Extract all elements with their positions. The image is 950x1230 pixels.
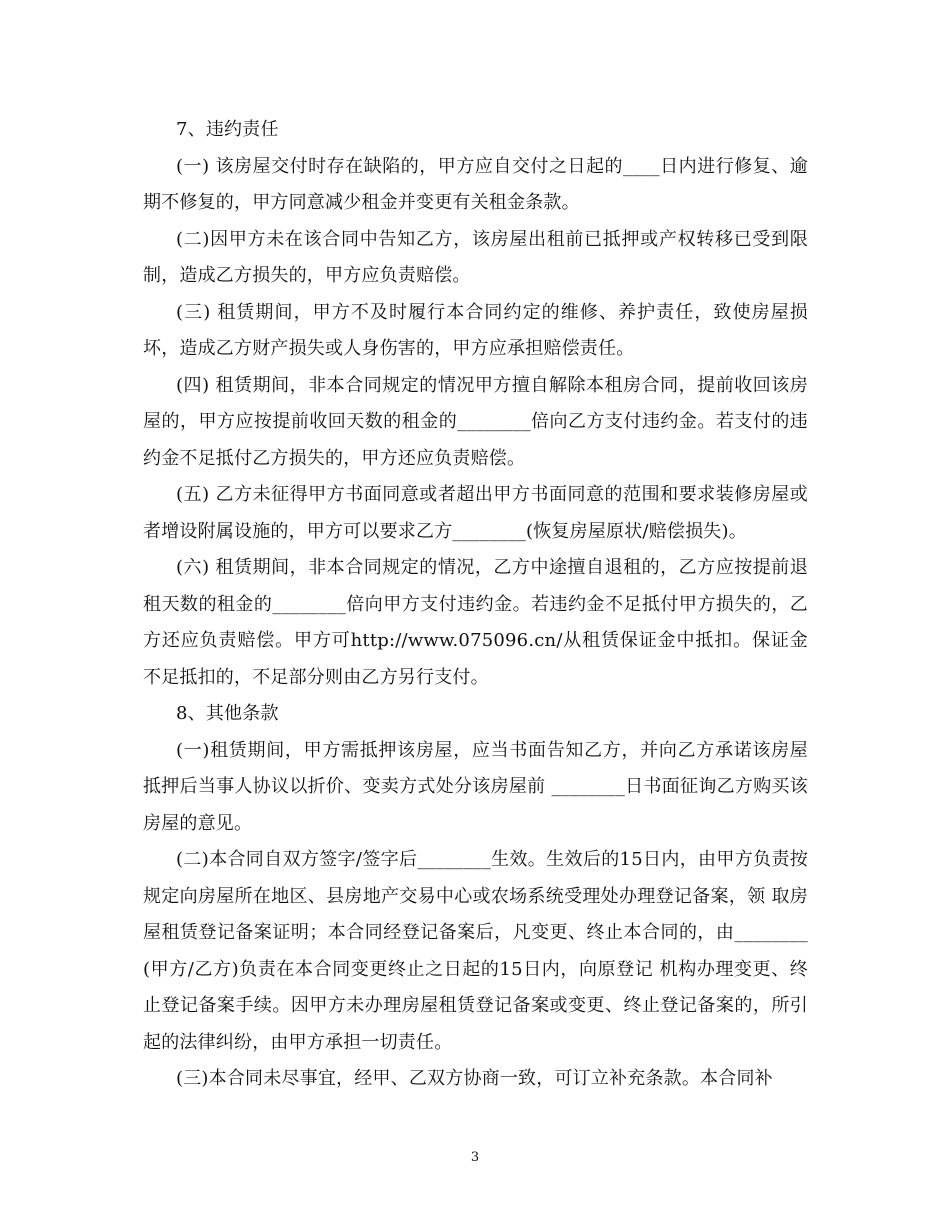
clause-paragraph: (二)因甲方未在该合同中告知乙方，该房屋出租前已抵押或产权转移已受到限制，造成乙方损失的，甲方应负责赔偿。 bbox=[143, 228, 808, 286]
document-body bbox=[143, 112, 808, 1098]
clause-paragraph: (二)本合同自双方签字/签字后________生效。生效后的15日内，由甲方负责按规定向房屋所在地区、县房地产交易中心或农场系统受理处办理登记备案，领 取房屋租赁登记备案证明；本合同经登记备案后，凡变更、终止本合同的，由________(甲方/乙方)负责在本合同变更终止之日起的15日内，向原登记 机构办理变更、终止登记备案手续。因甲方未办理房屋租赁登记备案或变更、终止登记备案的，所引起的法律纠纷，由甲方承担一切责任。 bbox=[143, 849, 808, 1053]
clause-paragraph: (五) 乙方未征得甲方书面同意或者超出甲方书面同意的范围和要求装修房屋或者增设附属设施的，甲方可以要求乙方________(恢复房屋原状/赔偿损失)。 bbox=[143, 484, 808, 542]
clause-paragraph: (四) 租赁期间，非本合同规定的情况甲方擅自解除本租房合同，提前收回该房屋的，甲方应按提前收回天数的租金的________倍向乙方支付违约金。若支付的违约金不足抵付乙方损失的，甲方还应负责赔偿。 bbox=[143, 374, 808, 469]
clause-paragraph: (一) 该房屋交付时存在缺陷的，甲方应自交付之日起的____日内进行修复、逾期不修复的，甲方同意减少租金并变更有关租金条款。 bbox=[143, 155, 808, 213]
clause-paragraph: (一)租赁期间，甲方需抵押该房屋，应当书面告知乙方，并向乙方承诺该房屋抵押后当事人协议以折价、变卖方式处分该房屋前 ________日书面征询乙方购买该房屋的意见。 bbox=[143, 739, 808, 834]
section-heading-other-terms: 8、其他条款 bbox=[176, 703, 279, 724]
clause-paragraph: (三)本合同未尽事宜，经甲、乙双方协商一致，可订立补充条款。本合同补 bbox=[176, 1068, 773, 1089]
page-number: 3 bbox=[470, 1150, 480, 1165]
clause-paragraph: (六) 租赁期间，非本合同规定的情况，乙方中途擅自退租的，乙方应按提前退租天数的租金的________倍向甲方支付违约金。若违约金不足抵付甲方损失的，乙方还应负责赔偿。甲方可http://www.075096.cn/从租赁保证金中抵扣。保证金不足抵扣的，不足部分则由乙方另行支付。 bbox=[143, 557, 808, 688]
section-heading-breach-liability: 7、违约责任 bbox=[176, 119, 279, 140]
clause-paragraph: (三) 租赁期间，甲方不及时履行本合同约定的维修、养护责任，致使房屋损坏，造成乙方财产损失或人身伤害的，甲方应承担赔偿责任。 bbox=[143, 301, 808, 359]
